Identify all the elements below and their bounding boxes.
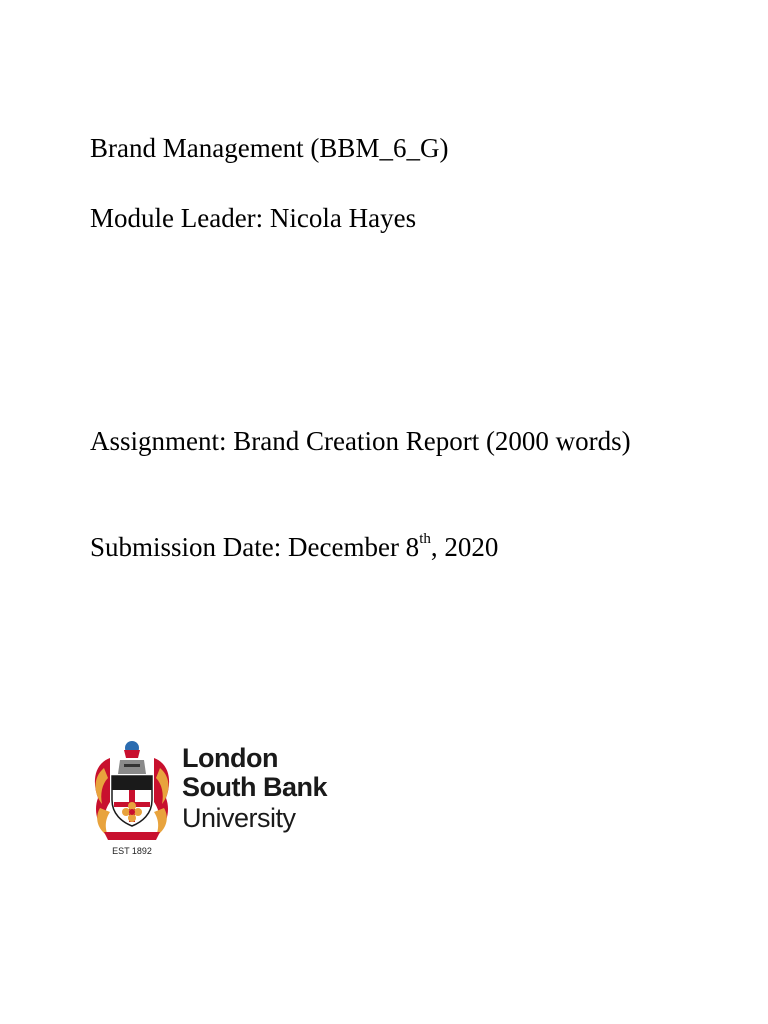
submission-date [90, 530, 498, 564]
university-logo [90, 738, 340, 858]
submission-date-ordinal: th [419, 531, 431, 547]
course-title: Brand Management (BBM_6_G) [90, 133, 449, 163]
logo-text-london: London [182, 743, 278, 773]
module-leader: Module Leader: Nicola Hayes [90, 203, 417, 233]
assignment-title: Assignment: Brand Creation Report (2000 words) [90, 426, 631, 456]
submission-date-text: Submission Date: December 8 [90, 532, 420, 562]
established-date: EST 1892 [112, 846, 152, 856]
logo-text-university: University [182, 803, 296, 833]
logo-text-south-bank: South Bank [182, 772, 328, 802]
crest-icon [90, 738, 174, 858]
submission-date-year: , 2020 [430, 532, 499, 562]
